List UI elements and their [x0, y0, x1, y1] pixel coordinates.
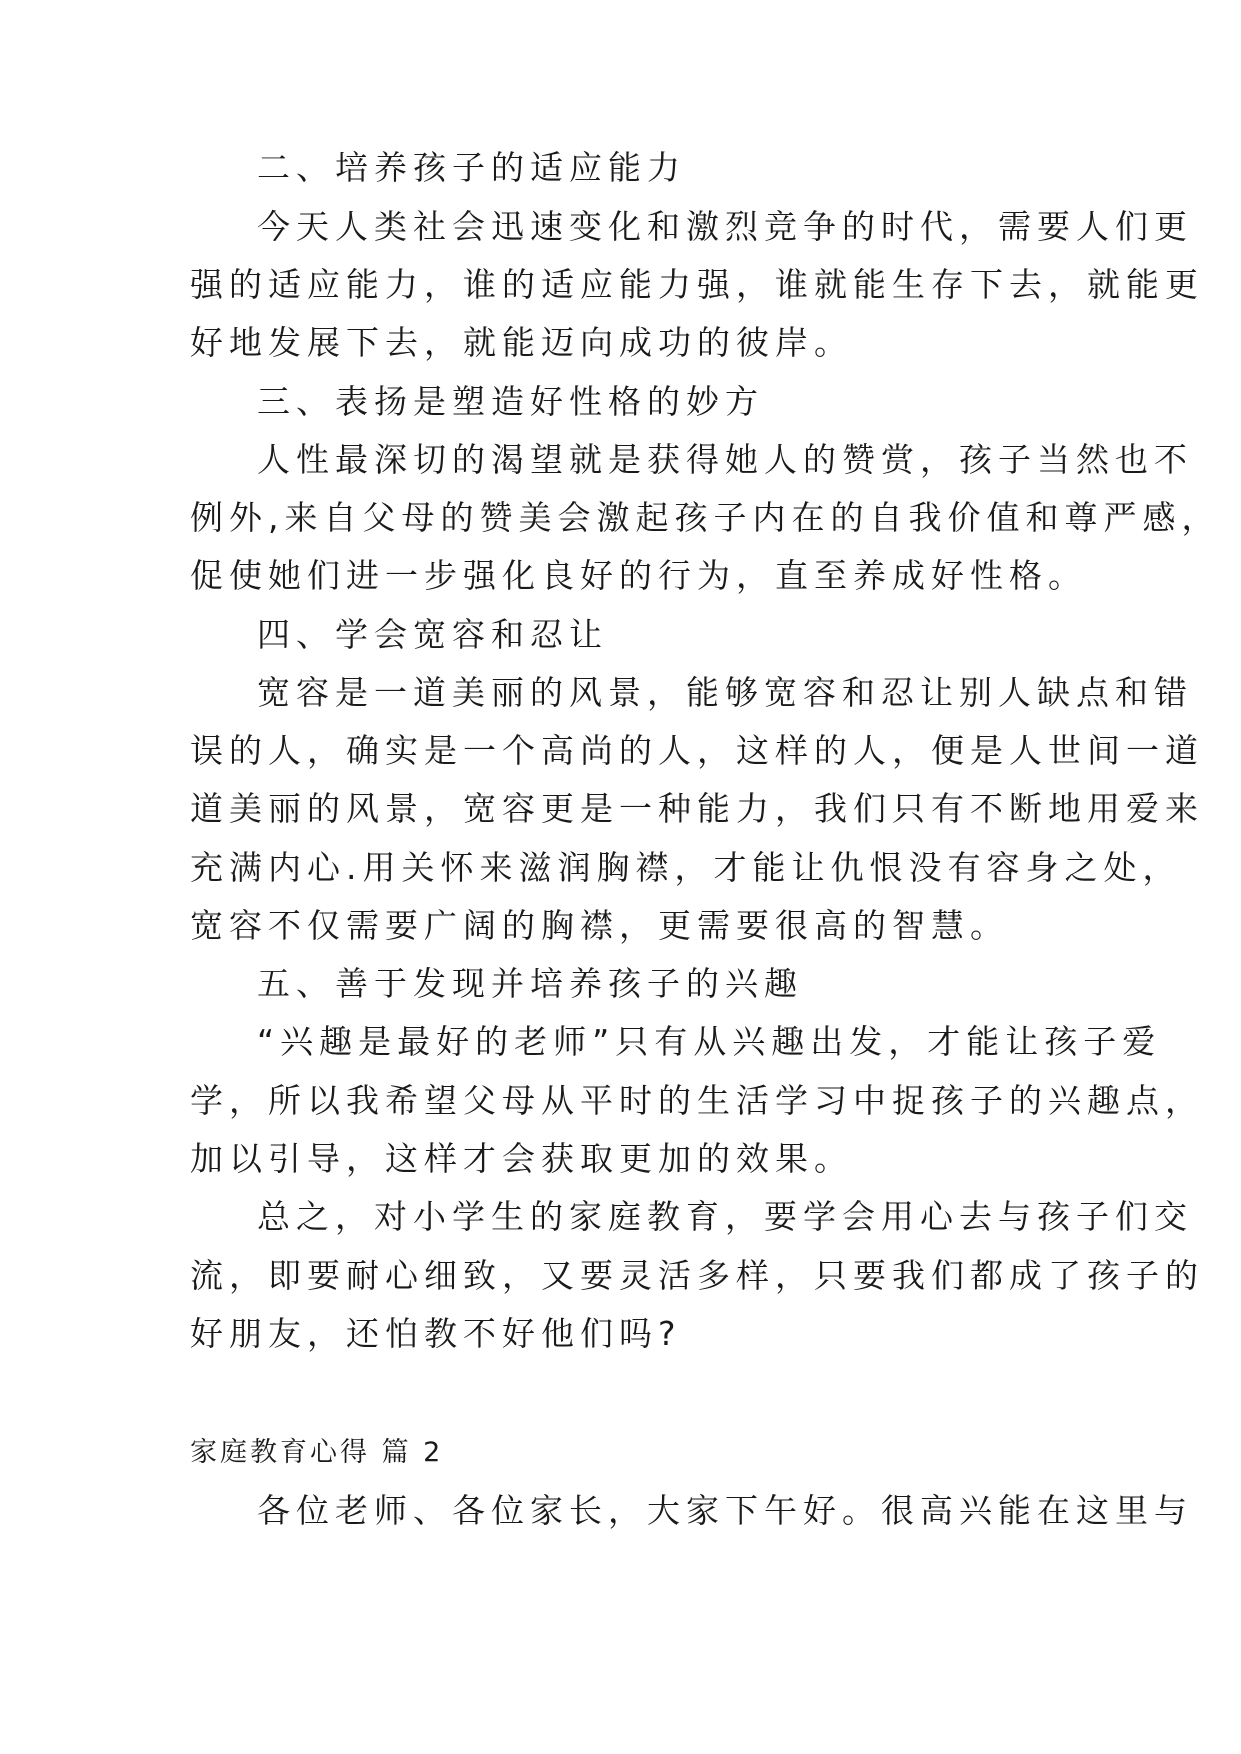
conclusion-line: 流，即要耐心细致，又要灵活多样，只要我们都成了孩子的	[190, 1256, 1204, 1295]
paragraph-line: 各位老师、各位家长，大家下午好。很高兴能在这里与	[257, 1491, 1193, 1530]
paragraph-line: 宽容不仅需要广阔的胸襟，更需要很高的智慧。	[190, 906, 1009, 945]
paragraph-line: 今天人类社会迅速变化和激烈竞争的时代，需要人们更	[257, 207, 1193, 246]
paragraph-line: 人性最深切的渴望就是获得她人的赞赏，孩子当然也不	[257, 440, 1193, 479]
paragraph-line: 促使她们进一步强化良好的行为，直至养成好性格。	[190, 556, 1087, 595]
paragraph-line: 加以引导，这样才会获取更加的效果。	[190, 1139, 853, 1178]
conclusion-line: 好朋友，还怕教不好他们吗?	[190, 1314, 682, 1353]
paragraph-line: 充满内心.用关怀来滋润胸襟，才能让仇恨没有容身之处，	[190, 848, 1182, 887]
paragraph-line: 宽容是一道美丽的风景，能够宽容和忍让别人缺点和错	[257, 673, 1193, 712]
section-heading-2: 二、培养孩子的适应能力	[257, 148, 686, 187]
paragraph-line: “兴趣是最好的老师”只有从兴趣出发，才能让孩子爱	[257, 1022, 1162, 1061]
section-heading-3: 三、表扬是塑造好性格的妙方	[257, 382, 764, 421]
paragraph-line: 例外,来自父母的赞美会激起孩子内在的自我价值和尊严感，	[190, 498, 1221, 537]
paragraph-line: 学，所以我希望父母从平时的生活学习中捉孩子的兴趣点，	[190, 1081, 1204, 1120]
conclusion-line: 总之，对小学生的家庭教育，要学会用心去与孩子们交	[257, 1197, 1193, 1236]
paragraph-line: 强的适应能力，谁的适应能力强，谁就能生存下去，就能更	[190, 265, 1204, 304]
section-heading-4: 四、学会宽容和忍让	[257, 615, 608, 654]
section-heading-5: 五、善于发现并培养孩子的兴趣	[257, 964, 803, 1003]
paragraph-line: 误的人，确实是一个高尚的人，这样的人，便是人世间一道	[190, 731, 1204, 770]
paragraph-line: 好地发展下去，就能迈向成功的彼岸。	[190, 323, 853, 362]
part-title: 家庭教育心得 篇 2	[190, 1437, 444, 1468]
paragraph-line: 道美丽的风景，宽容更是一种能力，我们只有不断地用爱来	[190, 789, 1204, 828]
